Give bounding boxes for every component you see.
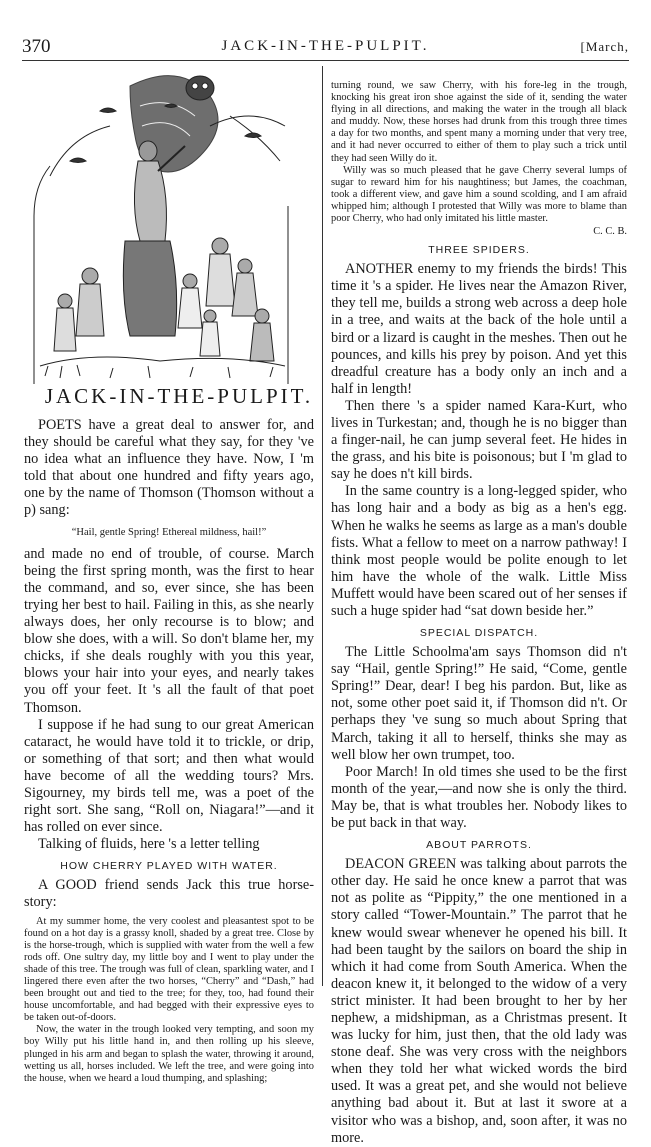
paragraph-schoolmaam: The Little Schoolma'am says Thomson did n't say “Hail, gentle Spring!” He said, “Come, gentle Spring!” Dear, dear! I beg his pardon. But, like as not, some other poet said it, if Thomson did n't. Or perhaps they 've sung so much about Spring that March, taking it all to herself, thinks she may as well blow her own trumpet, too. (331, 644, 627, 763)
article-title: JACK-IN-THE-PULPIT. (44, 384, 314, 408)
paragraph-kara-kurt: Then there 's a spider named Kara-Kurt, who lives in Turkestan; and, though he is no bigger than a finger-nail, he can jump several feet. He hides in the grass, and his bite is poisonous; but I 'm glad to say he does n't kill birds. (331, 397, 627, 483)
paragraph-fluids: Talking of fluids, here 's a letter telling (38, 836, 260, 853)
heading-spiders: THREE SPIDERS. (428, 244, 530, 257)
jack-in-the-pulpit-illustration (30, 66, 292, 386)
header-rule (22, 60, 629, 61)
heading-parrots: ABOUT PARROTS. (426, 839, 532, 852)
paragraph-amazon-spider: ANOTHER enemy to my friends the birds! This time it 's a spider. He lives near the Amazon River, they tell me, builds a strong web across a deep hole in a tree, and waits at the back of the hole until a bird or a lizard is caught in the meshes. Then out he pounces, and kills his prey by poison. And yet this dreadful creature has a body only an inch and a half in length! (331, 261, 627, 397)
letter-paragraph-2: Now, the water in the trough looked very tempting, and soon my boy Willy put his little hand in, and then rolling up his sleeve, plunged in his arm and began to splash the water, throwing it around, wetting us all, horses included. We left the tree, and were going into the house, when we heard a loud thumping, and splashing; (24, 1024, 314, 1084)
paragraph-poets: POETS have a great deal to answer for, and they should be careful what they say, for they 've no idea what an influence they have. Now, I 'm told that about one hundred and fifty years ago, one by the name of Thomson (Thomson without a p) sang: (24, 417, 314, 519)
left-column (24, 66, 314, 1085)
paragraph-march: and made no end of trouble, of course. March being the first spring month, was the first to hear the command, and so, ever since, she has been trying her best to hail. Failing in this, as she nearly always does, her only recourse is to blow; and blow she does, with a will. So don't blame her, my chicks, if she deals roughly with you this year, blows your hair into your eyes, and nearly takes you off your feet. It 's all the fault of that poet Thomson. (24, 545, 314, 716)
heading-cherry: HOW CHERRY PLAYED WITH WATER. (60, 860, 278, 873)
right-column (331, 80, 627, 1147)
paragraph-long-legged-spider: In the same country is a long-legged spider, who has long hair and a body as big as a hen's egg. When he walks he seems as large as a man's double fists. What a fellow to meet on a narrow pathway! I think most people would be polite enough to let him have the whole of the walk. Little Miss Muffett would have been scared out of her senses if such a huge spider had “sat down beside her.” (331, 483, 627, 619)
paragraph-horse-story: A GOOD friend sends Jack this true horse-story: (24, 877, 314, 911)
page-number: 370 (22, 36, 51, 57)
paragraph-niagara: I suppose if he had sung to our great American cataract, he would have told it to trickle, or drip, or something of that sort; and then what would have become of all the wedding tours? Mrs. Sigourney, my birds tell me, was a poet of the right sort. She sang, “Roll on, Niagara!”—and it has rolled on ever since. (24, 716, 314, 836)
letter-paragraph-4: Willy was so much pleased that he gave Cherry several lumps of sugar to reward him for his naughtiness; but James, the coachman, took a different view, and gave him a sound scolding, and I am afraid whipped him; although I protested that Willy was more to blame than poor Cherry, who had only imitated his little master. (331, 164, 627, 225)
letter-paragraph-3: turning round, we saw Cherry, with his fore-leg in the trough, knocking his great iron shoe against the side of it, sending the water flying in all directions, and making the water in the trough all black and muddy. Now, these horses had drunk from this trough three times a day for two months, and spent many a morning under that very tree, and it had never occurred to either of them to play such a trick until they had seen Willy do it. (331, 80, 627, 164)
column-divider (322, 66, 323, 986)
running-month: [March, (580, 39, 629, 54)
running-title: JACK-IN-THE-PULPIT. (221, 38, 430, 54)
paragraph-poor-march: Poor March! In old times she used to be the first month of the year,—and now she is only the third. May be, that is what troubles her. Nobody likes to be put back in that way. (331, 763, 627, 832)
letter-paragraph-1: At my summer home, the very coolest and pleasantest spot to be found on a hot day is a grassy knoll, shaded by a great tree. Close by is the horse-trough, which is supplied with water from the well a few rods off. One sultry day, my little boy and I went to play under the shade of this tree. The trough was full of clean, sparkling water, and I lingered there even after the two horses, “Cherry” and “Dash,” had been brought out and tied to the tree; for they, too, had found their house uncomfortable, and had begged with their expressive eyes to be taken out-of-doors. (24, 915, 314, 1024)
thomson-quote: “Hail, gentle Spring! Ethereal mildness, hail!” (71, 526, 267, 538)
letter-signature: C. C. B. (593, 226, 627, 238)
page-header (22, 36, 629, 58)
paragraph-deacon-green: DEACON GREEN was talking about parrots the other day. He said he once knew a parrot that was not as polite as “Pippity,” the one mentioned in a story called “Tower-Mountain.” The parrot that he knew would swear whenever he opened his bill. It had been taught by the sailors on board the ship in which it had come from South America. When the deacon knew it, it belonged to the widow of a very strict minister. It had been brought to her by her nephew, a midshipman, as a Christmas present. It was lucky for him, just then, that the old lady was stone deaf. She was very cross with the neighbors when they told her what wicked words the bird used. It was a great pet, and she would not believe anything bad about it. But at last it swore at a visitor who was a bishop, and, soon after, it was no more. (331, 856, 627, 1146)
heading-dispatch: SPECIAL DISPATCH. (419, 627, 539, 640)
